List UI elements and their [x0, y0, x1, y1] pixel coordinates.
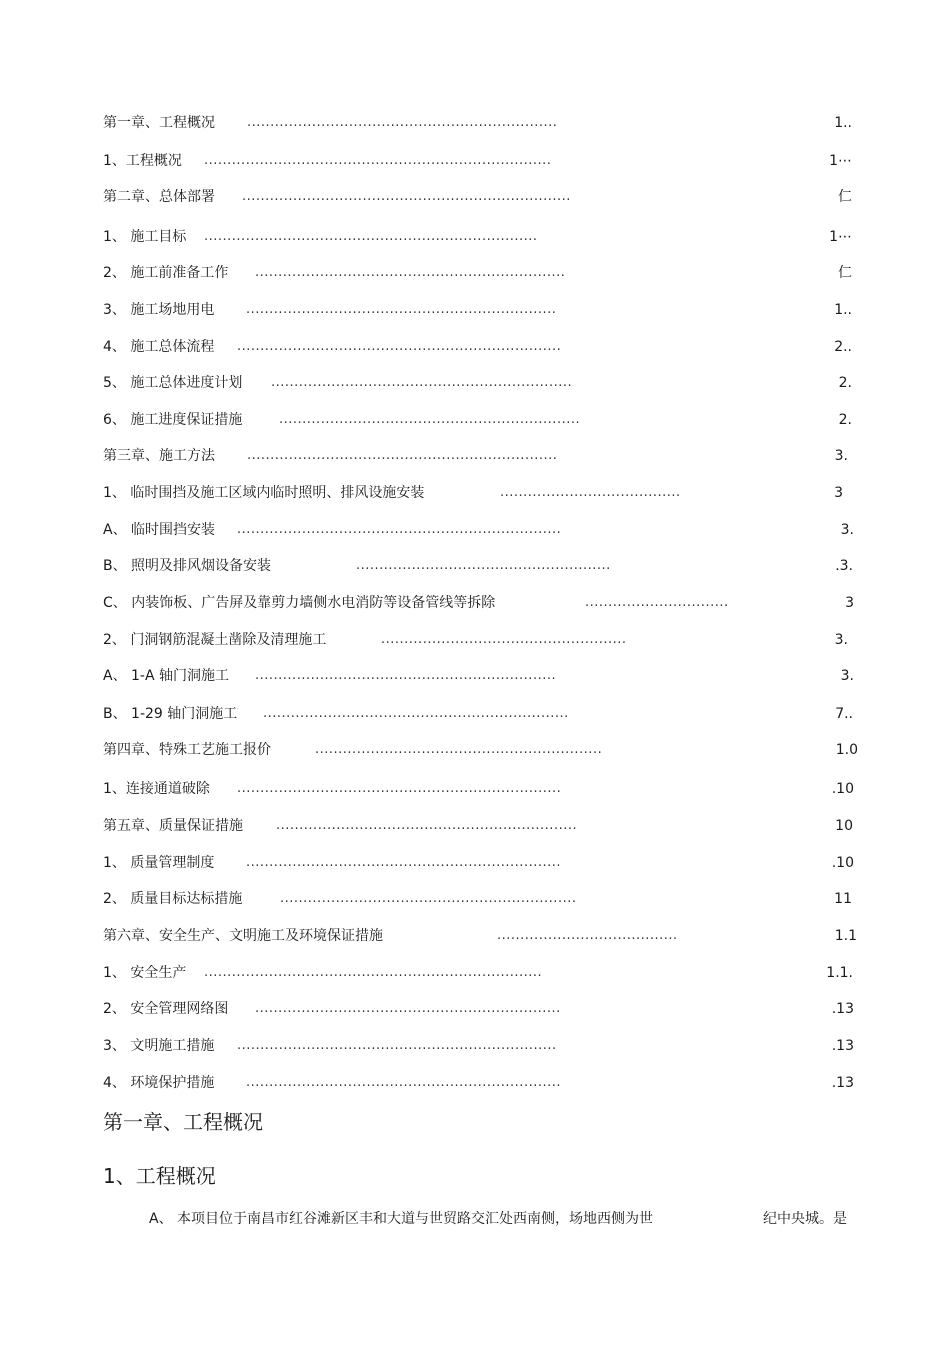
- toc-entry-label: 6、 施工进度保证措施: [103, 412, 243, 428]
- toc-entry[interactable]: [0, 262, 950, 284]
- toc-entry-label: 第一章、工程概况: [103, 115, 215, 131]
- toc-leader-dots: .......................................................................: [242, 189, 571, 204]
- toc-entry-label: 1、 质量管理制度: [103, 855, 215, 871]
- paragraph-text-part-2: 纪中央城。是: [763, 1211, 847, 1227]
- toc-page-number: 1.1.: [826, 965, 853, 981]
- section-heading: 1、工程概况: [103, 1164, 216, 1188]
- toc-entry[interactable]: [0, 998, 950, 1020]
- toc-leader-dots: ...................................................................: [246, 302, 557, 317]
- toc-entry[interactable]: [0, 150, 950, 172]
- toc-page-number: 仁: [838, 189, 852, 205]
- toc-entry-label: 2、 施工前准备工作: [103, 265, 229, 281]
- toc-page-number: 11: [834, 891, 852, 907]
- toc-page-number: 1.0: [835, 742, 858, 758]
- toc-leader-dots: .........................................................................: [204, 965, 543, 980]
- toc-leader-dots: ......................................................................: [237, 781, 562, 796]
- toc-entry[interactable]: [0, 1072, 950, 1094]
- toc-page-number: 仁: [838, 265, 852, 281]
- toc-leader-dots: .................................................................: [279, 412, 581, 427]
- toc-entry[interactable]: [0, 372, 950, 394]
- toc-entry[interactable]: [0, 888, 950, 910]
- toc-page-number: .13: [831, 1038, 854, 1054]
- toc-entry-label: B、 照明及排风烟设备安装: [103, 558, 272, 574]
- toc-page-number: .3.: [835, 558, 853, 574]
- paragraph-text-part-1: A、 本项目位于南昌市红谷滩新区丰和大道与世贸路交汇处西南侧，场地西侧为世: [149, 1211, 654, 1227]
- toc-entry-label: 2、 质量目标达标措施: [103, 891, 243, 907]
- toc-page-number: 3.: [840, 522, 854, 538]
- toc-leader-dots: ................................................................: [280, 891, 577, 906]
- toc-leader-dots: ......................................................................: [237, 522, 562, 537]
- toc-leader-dots: ...............................: [585, 595, 729, 610]
- toc-leader-dots: .......................................................: [356, 558, 611, 573]
- toc-entry-label: 1、 安全生产: [103, 965, 187, 981]
- toc-entry[interactable]: [0, 555, 950, 577]
- toc-entry-label: 3、 文明施工措施: [103, 1038, 215, 1054]
- toc-page-number: .13: [831, 1001, 854, 1017]
- toc-entry[interactable]: [0, 1035, 950, 1057]
- toc-entry[interactable]: [0, 962, 950, 984]
- toc-leader-dots: .................................................................: [255, 668, 557, 683]
- toc-leader-dots: ........................................................................: [204, 229, 538, 244]
- toc-page-number: 1⋯: [829, 153, 852, 169]
- toc-entry-label: C、 内装饰板、广告屏及靠剪力墙侧水电消防等设备管线等拆除: [103, 595, 496, 611]
- toc-entry-chapter-3[interactable]: [0, 445, 950, 467]
- toc-page-number: 1..: [834, 115, 852, 131]
- toc-page-number: 1.1: [834, 928, 857, 944]
- toc-entry[interactable]: [0, 703, 950, 725]
- toc-entry-label: 第四章、特殊工艺施工报价: [103, 742, 271, 758]
- toc-entry-label: 第三章、施工方法: [103, 448, 215, 464]
- toc-leader-dots: ..............................................................: [315, 742, 603, 757]
- toc-leader-dots: .......................................: [497, 928, 678, 943]
- toc-entry[interactable]: [0, 299, 950, 321]
- toc-entry[interactable]: [0, 482, 950, 504]
- toc-entry-chapter-4[interactable]: [0, 739, 950, 761]
- toc-leader-dots: ...................................................................: [247, 448, 558, 463]
- toc-page-number: 10: [835, 818, 853, 834]
- toc-entry-label: B、 1-29 轴门洞施工: [103, 706, 238, 722]
- toc-entry-label: 第六章、安全生产、文明施工及环境保证措施: [103, 928, 383, 944]
- toc-leader-dots: .......................................: [500, 485, 681, 500]
- toc-entry[interactable]: [0, 409, 950, 431]
- toc-leader-dots: ..................................................................: [255, 1001, 561, 1016]
- toc-leader-dots: ....................................................................: [246, 855, 561, 870]
- toc-page-number: 3: [845, 595, 854, 611]
- toc-page-number: 7..: [835, 706, 853, 722]
- toc-entry[interactable]: [0, 665, 950, 687]
- toc-entry[interactable]: [0, 778, 950, 800]
- toc-entry[interactable]: [0, 629, 950, 651]
- toc-entry-label: 1、工程概况: [103, 153, 182, 169]
- toc-entry-chapter-1[interactable]: [0, 112, 950, 134]
- toc-entry[interactable]: [0, 336, 950, 358]
- toc-leader-dots: .................................................................: [271, 375, 573, 390]
- toc-entry-label: 第二章、总体部署: [103, 189, 215, 205]
- toc-leader-dots: ..................................................................: [263, 706, 569, 721]
- toc-leader-dots: ...................................................................: [247, 115, 558, 130]
- toc-leader-dots: ...........................................................................: [204, 153, 552, 168]
- toc-entry[interactable]: [0, 519, 950, 541]
- chapter-heading: 第一章、工程概况: [103, 1110, 263, 1134]
- toc-entry-chapter-6[interactable]: [0, 925, 950, 947]
- toc-page-number: 1⋯: [829, 229, 852, 245]
- toc-page-number: 2..: [834, 339, 852, 355]
- toc-entry-label: 1、连接通道破除: [103, 781, 210, 797]
- toc-leader-dots: .....................................................: [381, 632, 627, 647]
- toc-entry-label: 4、 施工总体流程: [103, 339, 215, 355]
- toc-entry-label: A、 临时围挡安装: [103, 522, 216, 538]
- toc-leader-dots: .....................................................................: [237, 1038, 557, 1053]
- toc-entry-chapter-5[interactable]: [0, 815, 950, 837]
- toc-entry-label: 3、 施工场地用电: [103, 302, 215, 318]
- toc-entry-label: 2、 安全管理网络图: [103, 1001, 229, 1017]
- toc-page-number: 2.: [838, 375, 852, 391]
- toc-page-number: 3.: [840, 668, 854, 684]
- toc-entry-label: 4、 环境保护措施: [103, 1075, 215, 1091]
- toc-page-number: .10: [831, 781, 854, 797]
- toc-page-number: .13: [831, 1075, 854, 1091]
- toc-page-number: 3.: [834, 632, 848, 648]
- toc-leader-dots: ....................................................................: [246, 1075, 561, 1090]
- toc-entry-label: 第五章、质量保证措施: [103, 818, 243, 834]
- toc-page-number: 3: [834, 485, 843, 501]
- toc-entry-label: 5、 施工总体进度计划: [103, 375, 243, 391]
- toc-entry[interactable]: [0, 226, 950, 248]
- toc-page-number: 1..: [834, 302, 852, 318]
- toc-entry-label: 1、 临时围挡及施工区域内临时照明、排风设施安装: [103, 485, 425, 501]
- toc-entry-label: A、 1-A 轴门洞施工: [103, 668, 230, 684]
- toc-page-number: .10: [831, 855, 854, 871]
- toc-leader-dots: ...................................................................: [255, 265, 566, 280]
- toc-entry[interactable]: [0, 852, 950, 874]
- toc-entry-label: 2、 门洞钢筋混凝土凿除及清理施工: [103, 632, 327, 648]
- toc-entry-label: 1、 施工目标: [103, 229, 187, 245]
- toc-page-number: 2.: [838, 412, 852, 428]
- toc-page-number: 3.: [834, 448, 848, 464]
- toc-entry-chapter-2[interactable]: [0, 186, 950, 208]
- toc-leader-dots: .................................................................: [276, 818, 578, 833]
- toc-entry[interactable]: [0, 592, 950, 614]
- toc-leader-dots: ......................................................................: [237, 339, 562, 354]
